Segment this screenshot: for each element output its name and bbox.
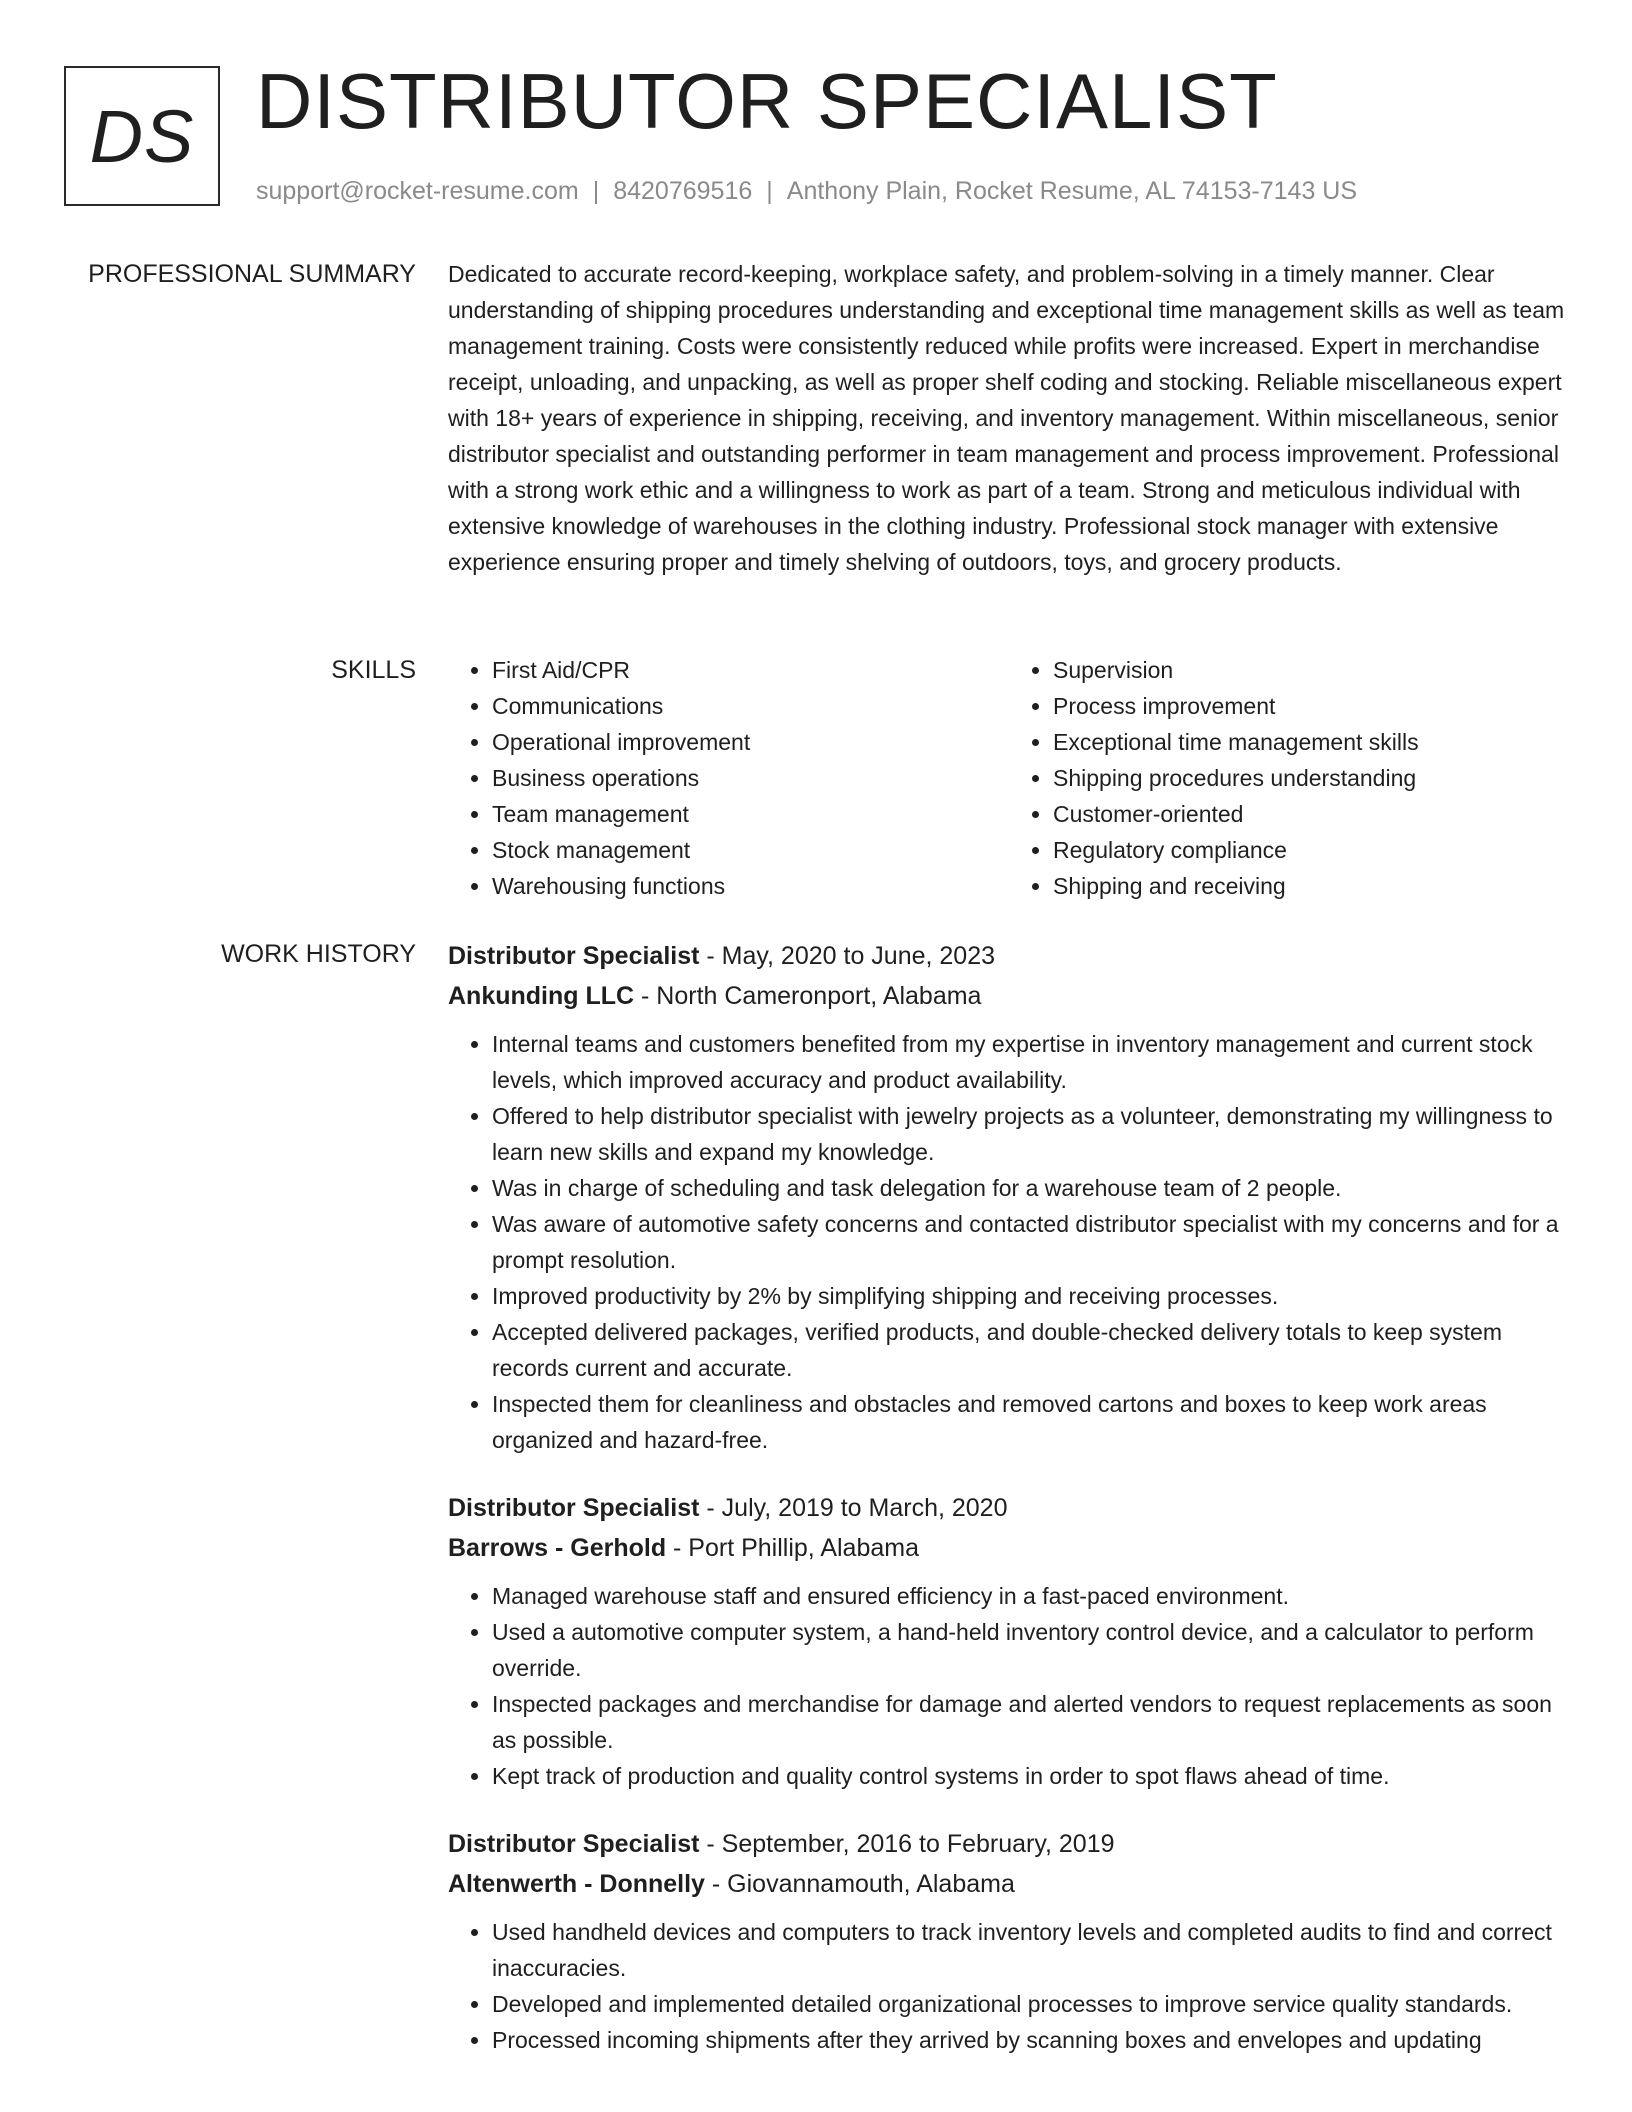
job-location: - Port Phillip, Alabama <box>666 1534 919 1562</box>
summary-body <box>448 256 1570 580</box>
skills-list-left <box>448 652 1009 904</box>
job-entry <box>448 936 1570 1458</box>
contact-separator: | <box>592 177 600 205</box>
job-title: Distributor Specialist <box>448 1494 700 1522</box>
job-location: - Giovannamouth, Alabama <box>704 1870 1015 1898</box>
job-bullet: • Used a automotive computer system, a hand-held inventory control device, and a calculator to perform override. <box>492 1614 1570 1686</box>
job-company-line <box>448 976 1570 1016</box>
monogram-box <box>64 66 220 206</box>
skill-item: • Shipping procedures understanding <box>1053 760 1570 796</box>
job-bullet: • Inspected packages and merchandise for damage and alerted vendors to request replacements as soon as possible. <box>492 1686 1570 1758</box>
contact-line <box>256 174 1357 208</box>
skill-item: • Exceptional time management skills <box>1053 724 1570 760</box>
job-bullet: • Offered to help distributor specialist with jewelry projects as a volunteer, demonstrating my willingness to learn new skills and expand my knowledge. <box>492 1098 1570 1170</box>
skills-body <box>448 652 1570 904</box>
job-bullets <box>448 1026 1570 1458</box>
job-bullet: • Kept track of production and quality control systems in order to spot flaws ahead of time. <box>492 1758 1570 1794</box>
job-dates: - September, 2016 to February, 2019 <box>699 1830 1115 1858</box>
job-company-line <box>448 1528 1570 1568</box>
contact-email: support@rocket-resume.com <box>256 177 579 205</box>
summary-text: Dedicated to accurate record-keeping, workplace safety, and problem-solving in a timely manner. Clear understanding of shipping procedures understanding and exceptional time management skills as well as team management training. Costs were consistently reduced while profits were increased. Expert in merchandise receipt, unloading, and unpacking, as well as proper shelf coding and stocking. Reliable miscellaneous expert with 18+ years of experience in shipping, receiving, and inventory management. Within miscellaneous, senior distributor specialist and outstanding performer in team management and process improvement. Professional with a strong work ethic and a willingness to work as part of a team. Strong and meticulous individual with extensive knowledge of warehouses in the clothing industry. Professional stock manager with extensive experience ensuring proper and timely shelving of outdoors, toys, and grocery products. <box>448 261 1565 575</box>
job-dates: - July, 2019 to March, 2020 <box>699 1494 1008 1522</box>
job-company: Ankunding LLC <box>448 982 635 1010</box>
contact-separator: | <box>766 177 773 205</box>
job-title-line <box>448 1488 1570 1528</box>
job-title-line <box>448 936 1570 976</box>
job-bullet: • Managed warehouse staff and ensured efficiency in a fast-paced environment. <box>492 1578 1570 1614</box>
skill-item: • Customer-oriented <box>1053 796 1570 832</box>
skill-item: • Supervision <box>1053 652 1570 688</box>
skill-item: • Business operations <box>492 760 1009 796</box>
job-bullet: • Inspected them for cleanliness and obstacles and removed cartons and boxes to keep work areas organized and hazard-free. <box>492 1386 1570 1458</box>
job-location: - North Cameronport, Alabama <box>634 982 982 1010</box>
job-bullets <box>448 1578 1570 1794</box>
job-company-line <box>448 1864 1570 1904</box>
skill-item: • Communications <box>492 688 1009 724</box>
job-dates: - May, 2020 to June, 2023 <box>699 942 996 970</box>
job-title: Distributor Specialist <box>448 1830 700 1858</box>
job-bullet: • Developed and implemented detailed organizational processes to improve service quality standards. <box>492 1986 1570 2022</box>
job-bullet: • Was in charge of scheduling and task delegation for a warehouse team of 2 people. <box>492 1170 1570 1206</box>
monogram-initials: DS <box>89 94 195 178</box>
skill-item: • Warehousing functions <box>492 868 1009 904</box>
skills-list-right <box>1009 652 1570 904</box>
skill-item: • Team management <box>492 796 1009 832</box>
skill-item: • Stock management <box>492 832 1009 868</box>
job-bullet: • Processed incoming shipments after they arrived by scanning boxes and envelopes and updating <box>492 2022 1570 2058</box>
job-entry <box>448 1488 1570 1794</box>
skill-item: • Shipping and receiving <box>1053 868 1570 904</box>
job-bullet: • Improved productivity by 2% by simplifying shipping and receiving processes. <box>492 1278 1570 1314</box>
job-title-line <box>448 1824 1570 1864</box>
job-bullet: • Internal teams and customers benefited from my expertise in inventory management and current stock levels, which improved accuracy and product availability. <box>492 1026 1570 1098</box>
section-label-skills: SKILLS <box>331 656 416 684</box>
candidate-name: DISTRIBUTOR SPECIALIST <box>256 57 1278 145</box>
skill-item: • Process improvement <box>1053 688 1570 724</box>
skill-item: • Operational improvement <box>492 724 1009 760</box>
job-title: Distributor Specialist <box>448 942 700 970</box>
job-bullet: • Was aware of automotive safety concerns and contacted distributor specialist with my concerns and for a prompt resolution. <box>492 1206 1570 1278</box>
work-history-body <box>448 936 1570 2088</box>
job-bullet: • Accepted delivered packages, verified products, and double-checked delivery totals to keep system records current and accurate. <box>492 1314 1570 1386</box>
job-company: Altenwerth - Donnelly <box>448 1870 705 1898</box>
contact-phone: 8420769516 <box>613 177 753 205</box>
section-label-work: WORK HISTORY <box>221 940 416 968</box>
job-company: Barrows - Gerhold <box>448 1534 667 1562</box>
skill-item: • First Aid/CPR <box>492 652 1009 688</box>
section-label-summary: PROFESSIONAL SUMMARY <box>88 260 416 288</box>
job-entry <box>448 1824 1570 2058</box>
skill-item: • Regulatory compliance <box>1053 832 1570 868</box>
contact-address: Anthony Plain, Rocket Resume, AL 74153-7143 US <box>786 177 1358 205</box>
job-bullets <box>448 1914 1570 2058</box>
job-bullet: • Used handheld devices and computers to track inventory levels and completed audits to find and correct inaccuracies. <box>492 1914 1570 1986</box>
